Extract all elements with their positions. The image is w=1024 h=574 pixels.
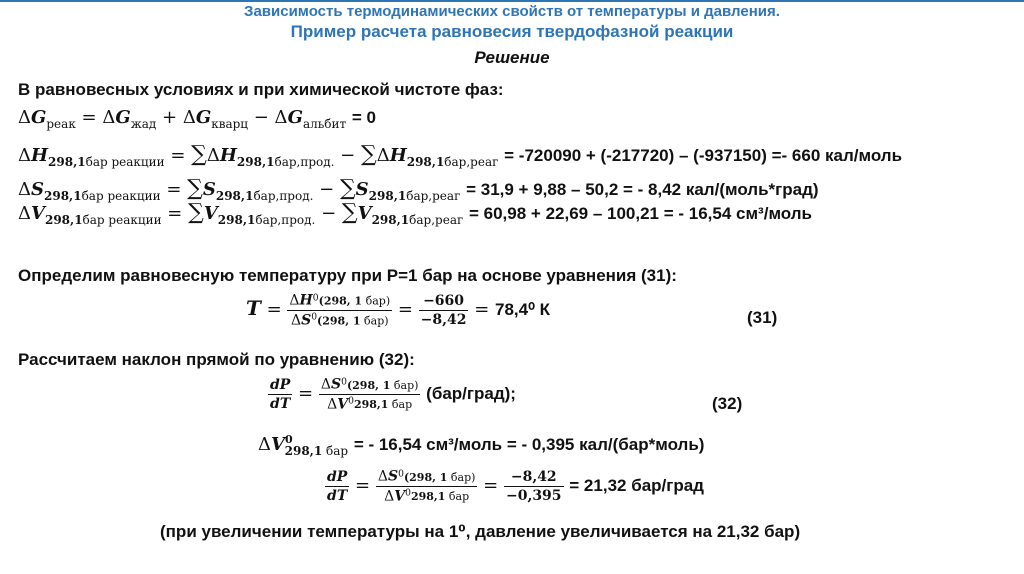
header-title: Зависимость термодинамических свойств от температуры и давления. — [244, 3, 780, 20]
gibbs-equation: $\Delta G_{реак} = \Delta G_{жад} + \Delta G_{кварц} - \Delta G_{альбит} = 0$ — [18, 107, 376, 131]
entropy-sub-reag: бар,реаг — [406, 189, 461, 203]
slope-numerator: −8,42 — [504, 469, 564, 487]
eq31-symbolic-fraction: $\frac{\Delta H^0(298, 1 бар)}{\Delta S^0(298, 1 бар)}$ — [289, 292, 391, 329]
enthalpy-equation: $\Delta H_{298,1бар реакции} = \sum\Delta H_{298,1бар,прод.} - \sum\Delta H_{298,1бар,реаг} = -720090 + (-217720) - (-937150) =- 660$ кал/моль — [18, 142, 903, 169]
gibbs-sub-zhad: жад — [130, 117, 157, 131]
gibbs-result: = 0 — [351, 108, 376, 127]
entropy-result: = 31,9 + 9,88 – 50,2 = - 8,42 кал/(моль*град) — [466, 180, 819, 199]
slope-numeric-fraction — [504, 469, 564, 504]
dv-result: = - 16,54 см³/моль = - 0,395 кал/(бар*моль) — [353, 435, 705, 454]
eq32-units: (бар/град); — [426, 384, 516, 404]
entropy-sub-reaction: бар реакции — [81, 189, 161, 203]
gibbs-sub-albit: альбит — [302, 117, 347, 131]
volume-result: = 60,98 + 22,69 – 100,21 = - 16,54 см³/моль — [469, 204, 813, 223]
slope-denominator: −0,395 — [505, 487, 562, 504]
equation-32: $\frac{dP}{dT}$ = $\frac{\Delta S^0(298, 1 бар)}{\Delta V^0298,1 бар}$ (бар/град); — [270, 376, 516, 413]
eq31-label: (31) — [747, 308, 778, 327]
slope-dp-dt: $\frac{dP}{dT}$ — [327, 468, 348, 504]
eq32-dp-dt: $\frac{dP}{dT}$ — [270, 376, 291, 412]
top-rule — [0, 0, 1024, 2]
intro-text: В равновесных условиях и при химической чистоте фаз: — [18, 80, 504, 99]
gibbs-sub-reac: реак — [46, 117, 76, 131]
enthalpy-sub-reag: бар,реаг — [444, 155, 499, 169]
entropy-equation: $\Delta S_{298,1бар реакции} = \sum S_{298,1бар,прод.} - \sum S_{298,1бар,реаг} = 31,9 + 9,88 - 50,2$ = - 8,42 кал/(моль*град) — [18, 176, 819, 203]
eq31-result: 78,4⁰ К — [495, 300, 551, 320]
equation-31: T = $\frac{\Delta H^0(298, 1 бар)}{\Delta S^0(298, 1 бар)}$ = $\frac{-660}{-8,42}$ = 78,4⁰ К — [246, 292, 551, 329]
eq32-label: (32) — [712, 394, 743, 413]
volume-sub-reaction: бар реакции — [82, 213, 162, 227]
volume-equation: $\Delta V_{298,1бар реакции} = \sum V_{298,1бар,прод.} - \sum V_{298,1бар,реаг} = 60,98 + 22,69 - 100,21$ = - 16,54 см³/моль — [18, 200, 813, 227]
enthalpy-sub-reaction: бар реакции — [85, 155, 165, 169]
slope-result: = 21,32 бар/град — [569, 476, 704, 496]
solution-heading: Решение — [474, 48, 550, 67]
enthalpy-result: = -720090 + (-217720) – (-937150) =- 660 кал/моль — [504, 146, 903, 165]
conclusion-text: (при увеличении температуры на 1⁰, давление увеличивается на 21,32 бар) — [160, 522, 801, 541]
eq31-numeric-fraction — [419, 293, 469, 328]
section-equilibrium-temp: Определим равновесную температуру при P=1 бар на основе уравнения (31): — [18, 266, 677, 285]
entropy-sub-prod: бар,прод. — [253, 189, 314, 203]
eq32-symbolic-fraction: $\frac{\Delta S^0(298, 1 бар)}{\Delta V^0298,1 бар}$ — [320, 376, 419, 413]
slope-equation: $\frac{dP}{dT}$ = $\frac{\Delta S^0(298, 1 бар)}{\Delta V^0298,1 бар}$ = $\frac{-8,42}{-0,395}$ = 21,32 бар/град — [327, 468, 704, 505]
volume-sub-prod: бар,прод. — [255, 213, 316, 227]
dv-equation: $\Delta V^0_{298,1}$ $_{бар}$ = - 16,54 см³/моль = - 0,395 кал/(бар*моль) — [258, 433, 705, 458]
gibbs-sub-kvarts: кварц — [211, 117, 249, 131]
section-slope: Рассчитаем наклон прямой по уравнению (32): — [18, 350, 415, 369]
eq31-numerator: −660 — [419, 293, 469, 311]
header-subtitle: Пример расчета равновесия твердофазной реакции — [290, 22, 734, 41]
enthalpy-sub-prod: бар,прод. — [274, 155, 335, 169]
eq31-denominator: −8,42 — [420, 311, 467, 328]
volume-sub-reag: бар,реаг — [409, 213, 464, 227]
slope-symbolic-fraction: $\frac{\Delta S^0(298, 1 бар)}{\Delta V^0298,1 бар}$ — [377, 468, 476, 505]
